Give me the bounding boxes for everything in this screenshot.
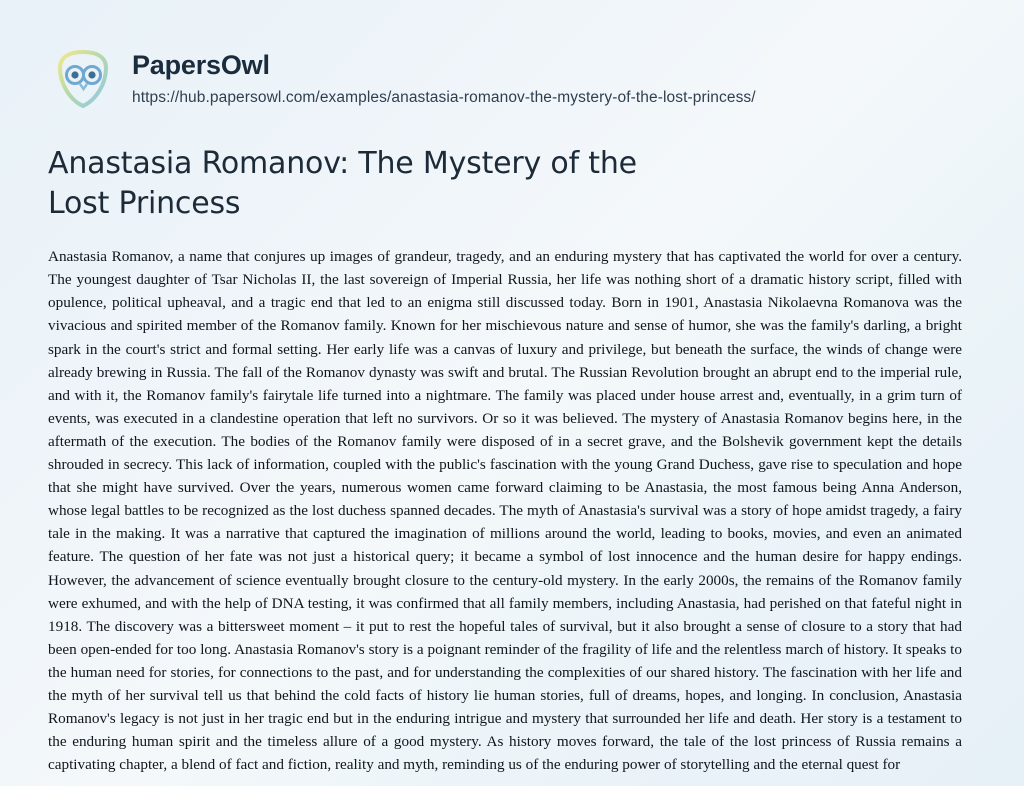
- document-content: [0, 110, 1024, 776]
- brand-block: [132, 51, 756, 107]
- owl-logo-icon: [52, 48, 114, 110]
- page-title: Anastasia Romanov: The Mystery of the Lost Princess: [48, 146, 637, 221]
- page-url[interactable]: https://hub.papersowl.com/examples/anastasia-romanov-the-mystery-of-the-lost-princess/: [132, 88, 756, 106]
- brand-name: PapersOwl: [132, 50, 270, 81]
- site-header: [0, 0, 1024, 110]
- article-body: Anastasia Romanov, a name that conjures up images of grandeur, tragedy, and an enduring mystery that has captivated the world for over a century. The youngest daughter of Tsar Nicholas II, the last sovereign of Imperial Russia, her life was nothing short of a dramatic history script, filled with opulence, political upheaval, and a tragic end that led to an enigma still discussed today. Born in 1901, Anastasia Nikolaevna Romanova was the vivacious and spirited member of the Romanov family. Known for her mischievous nature and sense of humor, she was the family's darling, a bright spark in the court's strict and formal setting. Her early life was a canvas of luxury and privilege, but beneath the surface, the winds of change were already brewing in Russia. The fall of the Romanov dynasty was swift and brutal. The Russian Revolution brought an abrupt end to the imperial rule, and with it, the Romanov family's fairytale life turned into a nightmare. The family was placed under house arrest and, eventually, in a grim turn of events, was executed in a clandestine operation that left no survivors. Or so it was believed. The mystery of Anastasia Romanov begins here, in the aftermath of the execution. The bodies of the Romanov family were disposed of in a secret grave, and the Bolshevik government kept the details shrouded in secrecy. This lack of information, coupled with the public's fascination with the young Grand Duchess, gave rise to speculation and hope that she might have survived. Over the years, numerous women came forward claiming to be Anastasia, the most famous being Anna Anderson, whose legal battles to be recognized as the lost duchess spanned decades. The myth of Anastasia's survival was a story of hope amidst tragedy, a fairy tale in the making. It was a narrative that captured the imagination of millions around the world, leading to books, movies, and even an animated feature. The question of her fate was not just a historical query; it became a symbol of lost innocence and the human desire for happy endings. However, the advancement of science eventually brought closure to the century-old mystery. In the early 2000s, the remains of the Romanov family were exhumed, and with the help of DNA testing, it was confirmed that all family members, including Anastasia, had perished on that fateful night in 1918. The discovery was a bittersweet moment – it put to rest the hopeful tales of survival, but it also brought a sense of closure to a story that had been open-ended for too long. Anastasia Romanov's story is a poignant reminder of the fragility of life and the relentless march of history. It speaks to the human need for stories, for connections to the past, and for understanding the complexities of our shared history. The fascination with her life and the myth of her survival tell us that behind the cold facts of history lie human stories, full of dreams, hopes, and longing. In conclusion, Anastasia Romanov's legacy is not just in her tragic end but in the enduring intrigue and mystery that surrounded her life and death. Her story is a testament to the enduring human spirit and the timeless allure of a good mystery. As history moves forward, the tale of the lost princess of Russia remains a captivating chapter, a blend of fact and fiction, reality and myth, reminding us of the enduring power of storytelling and the eternal quest for: [48, 248, 962, 774]
